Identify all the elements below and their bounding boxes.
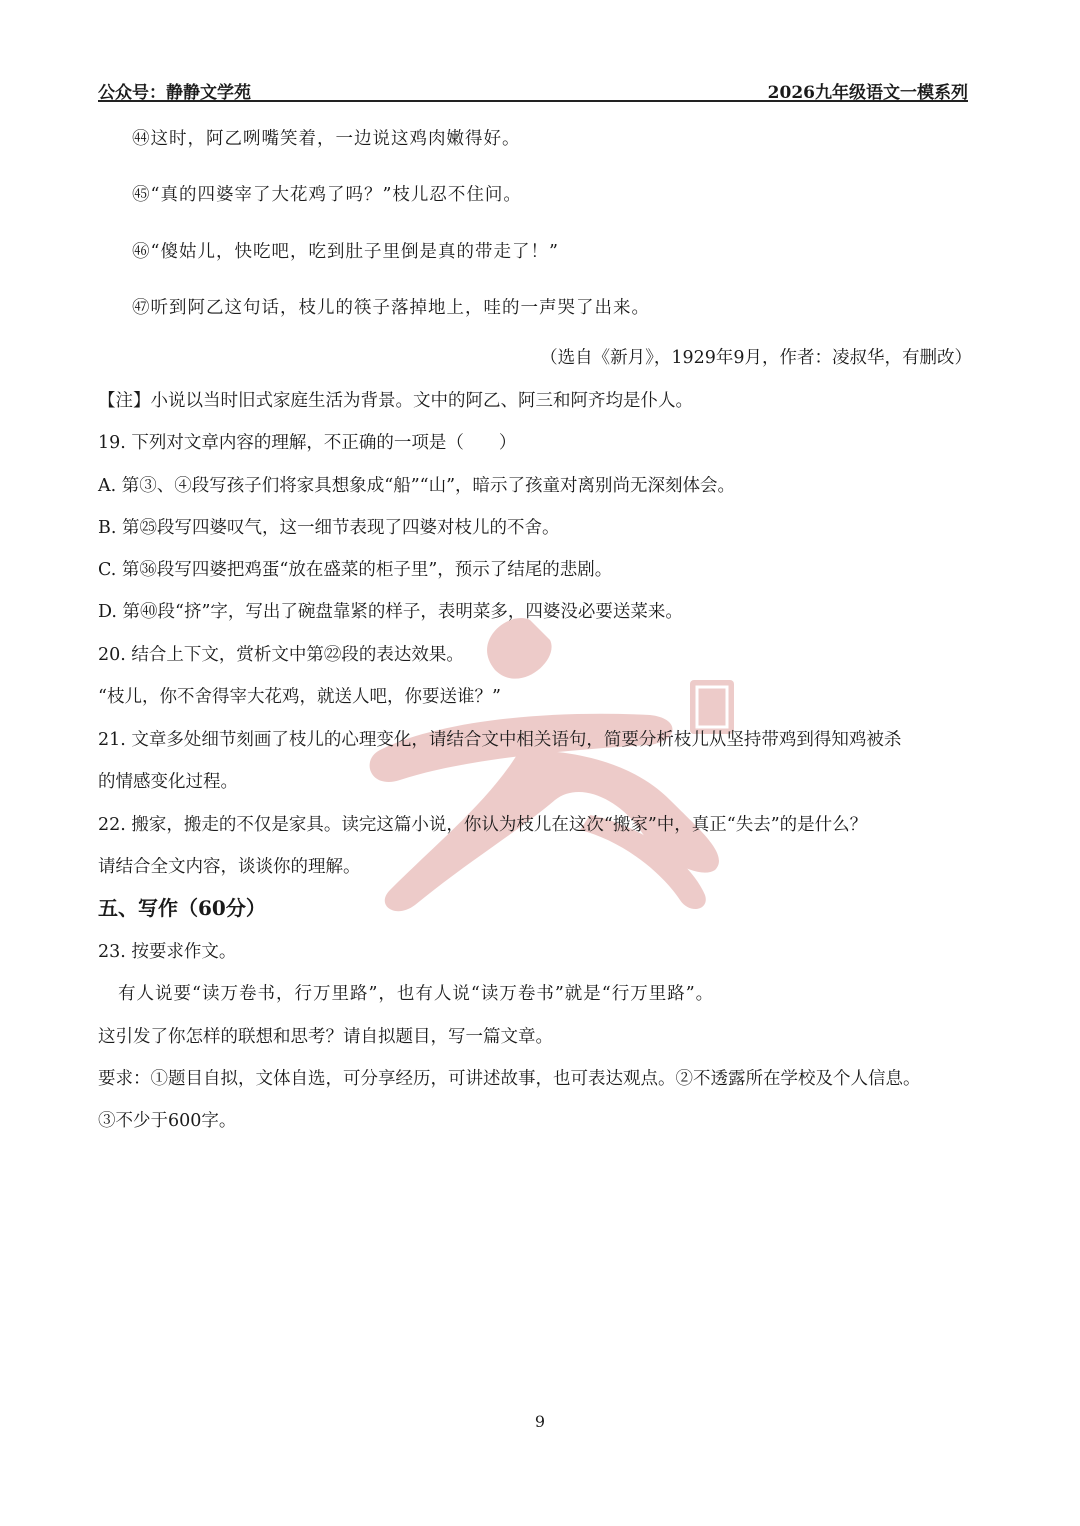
page-number: 9 [534, 1412, 546, 1431]
question-21-line-2: 的情感变化过程。 [98, 772, 238, 792]
passage-source: （选自《新月》，1929年9月，作者：凌叔华，有删改） [540, 348, 972, 368]
passage-paragraph-47: ㊼听到阿乙这句话，枝儿的筷子落掉地上，哇的一声哭了出来。 [132, 298, 650, 318]
question-20-quote: “枝儿，你不舍得宰大花鸡，就送人吧，你要送谁？” [98, 687, 501, 707]
passage-note: 【注】小说以当时旧式家庭生活为背景。文中的阿乙、阿三和阿齐均是仆人。 [98, 391, 693, 411]
writing-prompt: 有人说要“读万卷书，行万里路”，也有人说“读万卷书”就是“行万里路”。 [118, 984, 715, 1004]
question-19-option-b: B. 第㉕段写四婆叹气，这一细节表现了四婆对枝儿的不舍。 [98, 518, 560, 538]
page-header [98, 76, 968, 102]
passage-paragraph-45: ㊺“真的四婆宰了大花鸡了吗？”枝儿忍不住问。 [132, 185, 522, 205]
section-5-title: 五、写作（60分） [98, 896, 266, 920]
question-19-option-c: C. 第㊱段写四婆把鸡蛋“放在盛菜的柜子里”，预示了结尾的悲剧。 [98, 560, 613, 580]
passage-paragraph-44: ㊹这时，阿乙咧嘴笑着，一边说这鸡肉嫩得好。 [132, 129, 521, 149]
writing-instruction: 这引发了你怎样的联想和思考？请自拟题目，写一篇文章。 [98, 1027, 553, 1047]
header-account: 公众号：静静文学苑 [98, 83, 251, 103]
question-20-stem: 20. 结合上下文，赏析文中第㉒段的表达效果。 [98, 645, 464, 665]
header-series: 2026九年级语文一模系列 [767, 83, 968, 103]
passage-paragraph-46: ㊻“傻姑儿，快吃吧，吃到肚子里倒是真的带走了！” [132, 242, 559, 262]
writing-requirements-1: 要求：①题目自拟，文体自选，可分享经历，可讲述故事，也可表达观点。②不透露所在学校及个人信息。 [98, 1069, 921, 1089]
question-22-line-1: 22. 搬家，搬走的不仅是家具。读完这篇小说，你认为枝儿在这次“搬家”中，真正“失去”的是什么？ [98, 815, 868, 835]
question-19-option-d: D. 第㊵段“挤”字，写出了碗盘靠紧的样子，表明菜多，四婆没必要送菜来。 [98, 602, 683, 622]
question-21-line-1: 21. 文章多处细节刻画了枝儿的心理变化，请结合文中相关语句，简要分析枝儿从坚持带鸡到得知鸡被杀 [98, 730, 902, 750]
question-19-option-a: A. 第③、④段写孩子们将家具想象成“船”“山”，暗示了孩童对离别尚无深刻体会。 [98, 476, 736, 496]
question-19-stem: 19. 下列对文章内容的理解，不正确的一项是（ ） [98, 433, 517, 453]
question-22-line-2: 请结合全文内容，谈谈你的理解。 [98, 857, 361, 877]
writing-requirements-2: ③不少于600字。 [98, 1111, 237, 1131]
question-23-stem: 23. 按要求作文。 [98, 942, 237, 962]
